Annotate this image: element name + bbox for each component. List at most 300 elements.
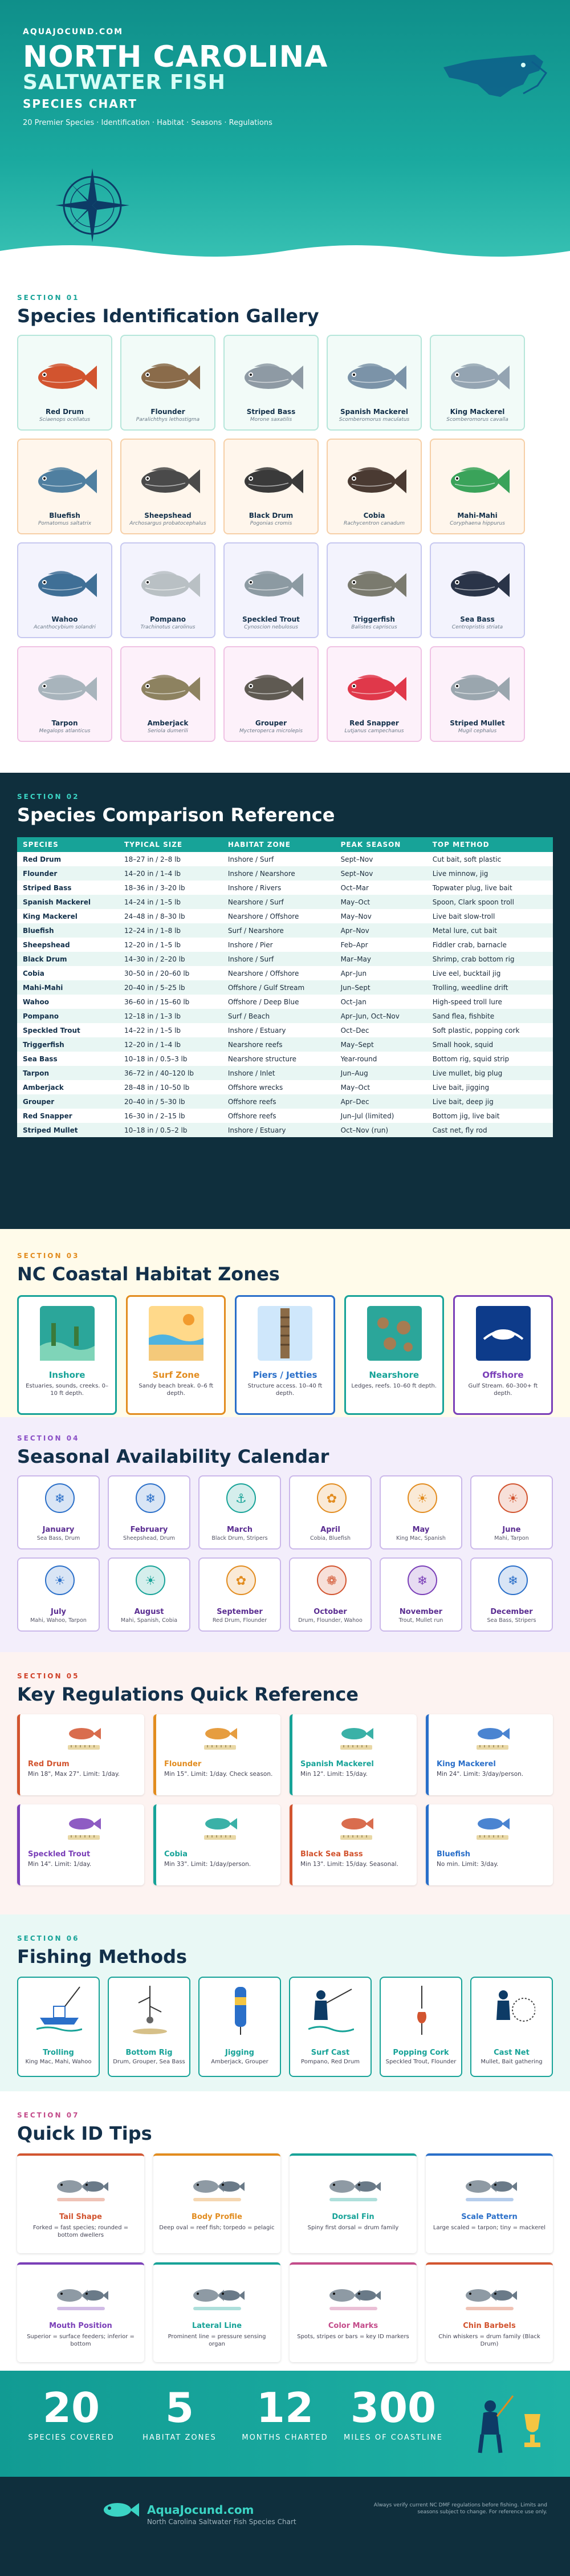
table-cell: May–Nov — [335, 909, 427, 923]
fish-icon — [443, 358, 512, 397]
table-cell: Apr–Nov — [335, 923, 427, 938]
fish-ruler-icon — [474, 1811, 511, 1845]
table-cell: Sept–Nov — [335, 866, 427, 881]
table-cell: Sheepshead — [17, 938, 119, 952]
species-scientific-name: Sciaenops ocellatus — [39, 417, 91, 423]
fish-icon — [340, 358, 409, 397]
fish-icon — [237, 565, 306, 605]
svg-text:❄: ❄ — [417, 1574, 428, 1588]
habitat-name: Nearshore — [369, 1370, 420, 1380]
title-line-2: SALTWATER FISH — [23, 71, 226, 94]
species-scientific-name: Centropristis striata — [451, 624, 503, 630]
species-card[interactable] — [430, 542, 525, 638]
site-name[interactable]: AQUAJOCUND.COM — [23, 27, 124, 36]
method-card[interactable] — [198, 1977, 281, 2077]
svg-text:✿: ✿ — [235, 1574, 247, 1588]
regulation-limits: Min 15". Limit: 1/day. Check season. — [164, 1771, 273, 1778]
fish-ruler-icon — [202, 1721, 238, 1755]
svg-text:❁: ❁ — [326, 1574, 337, 1588]
species-card[interactable] — [430, 646, 525, 742]
species-scientific-name: Seriola dumerili — [148, 728, 188, 734]
tip-description: Spiny first dorsal = drum family — [307, 2225, 399, 2231]
species-card[interactable] — [17, 439, 112, 534]
table-cell: Nearshore structure — [222, 1052, 335, 1066]
method-species: Speckled Trout, Flounder — [385, 2059, 457, 2065]
section-title: Quick ID Tips — [17, 2123, 152, 2144]
table-row — [17, 881, 553, 895]
tip-illustration — [52, 2167, 109, 2209]
svg-text:❄: ❄ — [507, 1574, 519, 1588]
fish-icon — [134, 461, 202, 501]
month-species: Sea Bass, Drum — [36, 1535, 80, 1541]
regulation-species: Red Drum — [28, 1760, 70, 1768]
fish-illustration — [443, 461, 512, 504]
table-cell: Mar–May — [335, 952, 427, 966]
stat-number: 20 — [42, 2384, 100, 2432]
svg-text:⚓: ⚓ — [235, 1492, 247, 1506]
section-label: SECTION 03 — [17, 1252, 80, 1260]
table-row — [17, 1052, 553, 1066]
stat-number: 12 — [256, 2384, 314, 2432]
fish-illustration — [134, 358, 202, 400]
section-label: SECTION 02 — [17, 793, 80, 801]
tip-card[interactable] — [290, 2153, 417, 2253]
table-cell: Nearshore reefs — [222, 1037, 335, 1052]
table-cell: Offshore reefs — [222, 1094, 335, 1109]
fish-icon — [237, 358, 306, 397]
species-card[interactable] — [223, 646, 319, 742]
regulation-species: Bluefish — [437, 1850, 471, 1859]
table-cell: Sea Bass — [17, 1052, 119, 1066]
species-card[interactable] — [327, 335, 422, 431]
month-card[interactable] — [289, 1557, 372, 1632]
species-scientific-name: Megalops atlanticus — [39, 728, 91, 734]
table-cell: 36–72 in / 40–120 lb — [119, 1066, 222, 1080]
month-species: Cobia, Bluefish — [310, 1535, 351, 1541]
species-name: Red Drum — [45, 408, 84, 416]
table-cell: Oct–Mar — [335, 881, 427, 895]
tip-card[interactable] — [17, 2153, 144, 2253]
table-cell: 14–22 in / 1–5 lb — [119, 1023, 222, 1037]
fisherman-trophy-icon — [473, 2394, 547, 2456]
stats-bar — [0, 2371, 570, 2477]
fish-illustration — [340, 461, 409, 504]
table-cell: Inshore / Estuary — [222, 1023, 335, 1037]
section-label: SECTION 06 — [17, 1934, 80, 1942]
table-row — [17, 1023, 553, 1037]
table-row — [17, 1080, 553, 1094]
species-card[interactable] — [430, 335, 525, 431]
species-scientific-name: Trachinotus carolinus — [140, 624, 196, 630]
table-cell: Inshore / Surf — [222, 852, 335, 866]
fish-icon — [31, 565, 99, 605]
tip-card[interactable] — [153, 2153, 280, 2253]
species-card[interactable] — [17, 646, 112, 742]
table-cell: Offshore wrecks — [222, 1080, 335, 1094]
table-header-cell: HABITAT ZONE — [222, 837, 335, 852]
table-cell: Wahoo — [17, 995, 119, 1009]
stat-months — [231, 2383, 339, 2442]
regulations-row — [17, 1804, 553, 1885]
month-card[interactable] — [470, 1557, 553, 1632]
habitat-illustration — [258, 1306, 312, 1363]
method-name: Jigging — [225, 2048, 254, 2057]
tip-title: Color Marks — [328, 2322, 378, 2330]
stat-habitats — [131, 2383, 228, 2442]
table-cell: Live eel, bucktail jig — [427, 966, 553, 980]
month-name: July — [50, 1608, 67, 1616]
table-row — [17, 895, 553, 909]
table-cell: Live minnow, jig — [427, 866, 553, 881]
method-illustration — [218, 1983, 263, 2043]
habitat-name: Inshore — [48, 1370, 85, 1380]
species-scientific-name: Pomatomus saltatrix — [38, 521, 92, 526]
section-label: SECTION 05 — [17, 1672, 80, 1680]
season-icon — [226, 1483, 256, 1515]
tips-row — [17, 2262, 553, 2362]
month-card[interactable] — [198, 1557, 281, 1632]
species-name: Mahi-Mahi — [457, 512, 498, 520]
method-species: Mullet, Bait gathering — [481, 2059, 543, 2065]
table-cell: Sand flea, fishbite — [427, 1009, 553, 1023]
species-scientific-name: Mycteroperca microlepis — [239, 728, 303, 734]
table-cell: Offshore / Deep Blue — [222, 995, 335, 1009]
tip-illustration — [461, 2167, 518, 2209]
fish-icon — [340, 461, 409, 501]
stat-label: MONTHS CHARTED — [242, 2433, 328, 2442]
month-name: June — [502, 1526, 521, 1534]
table-cell: Cobia — [17, 966, 119, 980]
table-cell: Inshore / Surf — [222, 952, 335, 966]
method-illustration — [36, 1983, 82, 2043]
method-card[interactable] — [380, 1977, 462, 2077]
method-card[interactable] — [108, 1977, 190, 2077]
section-comparison — [0, 773, 570, 1229]
tip-illustration — [325, 2167, 382, 2209]
species-name: Striped Bass — [246, 408, 296, 416]
method-illustration — [127, 1983, 173, 2043]
method-species: Amberjack, Grouper — [211, 2059, 268, 2065]
method-name: Surf Cast — [311, 2048, 350, 2057]
fish-illustration — [340, 565, 409, 607]
table-cell: Nearshore / Offshore — [222, 909, 335, 923]
title-line-3: SPECIES CHART — [23, 97, 137, 111]
method-illustration — [490, 1983, 535, 2043]
table-cell: Striped Mullet — [17, 1123, 119, 1137]
species-card[interactable] — [223, 542, 319, 638]
regulation-card[interactable] — [153, 1714, 280, 1795]
species-card[interactable] — [17, 335, 112, 431]
habitat-card[interactable] — [235, 1295, 335, 1415]
regulation-card[interactable] — [290, 1714, 417, 1795]
regulation-limits: No min. Limit: 3/day. — [437, 1861, 499, 1868]
fish-illustration — [340, 358, 409, 400]
regulation-limits: Min 33". Limit: 1/day/person. — [164, 1861, 251, 1868]
fish-illustration — [31, 358, 99, 400]
month-name: February — [130, 1526, 168, 1534]
tip-description: Forked = fast species; rounded = bottom dwellers — [32, 2225, 129, 2238]
table-cell: Triggerfish — [17, 1037, 119, 1052]
method-illustration — [399, 1983, 445, 2043]
tip-illustration — [325, 2276, 382, 2318]
species-card[interactable] — [430, 439, 525, 534]
species-name: Amberjack — [147, 719, 189, 727]
table-cell: Jun–Jul (limited) — [335, 1109, 427, 1123]
tip-illustration — [189, 2167, 246, 2209]
calendar-row — [17, 1557, 553, 1632]
fish-ruler-icon — [66, 1721, 102, 1755]
species-name: Cobia — [363, 512, 385, 520]
fish-icon — [134, 565, 202, 605]
table-row — [17, 1009, 553, 1023]
season-icon — [408, 1565, 437, 1597]
tip-title: Scale Pattern — [461, 2213, 518, 2221]
regulation-card[interactable] — [17, 1804, 144, 1885]
table-cell: 16–30 in / 2–15 lb — [119, 1109, 222, 1123]
month-card[interactable] — [17, 1475, 100, 1549]
fish-illustration — [340, 669, 409, 711]
tip-description: Deep oval = reef fish; torpedo = pelagic — [159, 2225, 275, 2231]
table-cell: Black Drum — [17, 952, 119, 966]
species-card[interactable] — [120, 542, 215, 638]
tip-card[interactable] — [153, 2262, 280, 2362]
fish-illustration — [237, 669, 306, 711]
tip-card[interactable] — [426, 2262, 553, 2362]
species-card[interactable] — [120, 439, 215, 534]
table-cell: 36–60 in / 15–60 lb — [119, 995, 222, 1009]
month-name: April — [320, 1526, 340, 1534]
regulation-card[interactable] — [17, 1714, 144, 1795]
fish-illustration — [31, 565, 99, 607]
table-cell: Apr–Dec — [335, 1094, 427, 1109]
month-card[interactable] — [108, 1475, 190, 1549]
section-label: SECTION 01 — [17, 294, 80, 302]
month-card[interactable] — [470, 1475, 553, 1549]
species-card[interactable] — [120, 646, 215, 742]
month-species: Drum, Flounder, Wahoo — [298, 1617, 363, 1624]
table-cell: Pompano — [17, 1009, 119, 1023]
habitat-illustration — [476, 1306, 531, 1363]
table-cell: Flounder — [17, 866, 119, 881]
species-card[interactable] — [17, 542, 112, 638]
tip-illustration — [189, 2276, 246, 2318]
fish-illustration — [31, 461, 99, 504]
regulation-card[interactable] — [290, 1804, 417, 1885]
method-card[interactable] — [17, 1977, 100, 2077]
season-icon — [408, 1483, 437, 1515]
section-title: Seasonal Availability Calendar — [17, 1446, 329, 1467]
month-name: March — [226, 1526, 253, 1534]
tip-title: Dorsal Fin — [332, 2213, 374, 2221]
species-card[interactable] — [327, 439, 422, 534]
svg-text:❄: ❄ — [54, 1492, 66, 1506]
table-cell: 24–48 in / 8–30 lb — [119, 909, 222, 923]
svg-text:☀: ☀ — [54, 1574, 66, 1588]
table-cell: Topwater plug, live bait — [427, 881, 553, 895]
table-cell: Inshore / Inlet — [222, 1066, 335, 1080]
month-name: May — [412, 1526, 430, 1534]
habitat-description: Ledges, reefs. 10–60 ft depth. — [351, 1383, 437, 1389]
month-card[interactable] — [289, 1475, 372, 1549]
season-icon — [136, 1565, 165, 1597]
season-icon — [226, 1565, 256, 1597]
table-cell: Oct–Jan — [335, 995, 427, 1009]
fish-illustration — [443, 565, 512, 607]
species-card[interactable] — [223, 439, 319, 534]
fish-ruler-icon — [66, 1811, 102, 1845]
species-card[interactable] — [327, 646, 422, 742]
table-cell: Surf / Nearshore — [222, 923, 335, 938]
table-cell: Cast net, fly rod — [427, 1123, 553, 1137]
section-title: Fishing Methods — [17, 1946, 188, 1968]
habitat-description: Structure access. 10–40 ft depth. — [247, 1383, 323, 1397]
species-card[interactable] — [120, 335, 215, 431]
month-card[interactable] — [198, 1475, 281, 1549]
tip-card[interactable] — [17, 2262, 144, 2362]
footer-site-link[interactable]: AquaJocund.com — [147, 2503, 254, 2517]
species-name: Speckled Trout — [242, 615, 300, 623]
regulation-limits: Min 12". Limit: 15/day. — [300, 1771, 368, 1778]
table-row — [17, 966, 553, 980]
tip-description: Large scaled = tarpon; tiny = mackerel — [433, 2225, 546, 2231]
regulation-card[interactable] — [426, 1804, 553, 1885]
species-name: Striped Mullet — [450, 719, 505, 727]
regulation-card[interactable] — [426, 1714, 553, 1795]
table-cell: Live bait, jigging — [427, 1080, 553, 1094]
table-cell: 20–40 in / 5–30 lb — [119, 1094, 222, 1109]
habitat-card[interactable] — [17, 1295, 117, 1415]
month-species: Trout, Mullet run — [398, 1617, 443, 1624]
habitat-card[interactable] — [344, 1295, 444, 1415]
footer-subtitle: North Carolina Saltwater Fish Species Chart — [147, 2518, 296, 2526]
season-icon — [498, 1565, 528, 1597]
regulation-card[interactable] — [153, 1804, 280, 1885]
species-name: Spanish Mackerel — [340, 408, 408, 416]
habitat-name: Piers / Jetties — [253, 1370, 317, 1380]
table-header-cell: PEAK SEASON — [335, 837, 427, 852]
table-header-row — [17, 837, 553, 852]
stat-label: SPECIES COVERED — [28, 2433, 115, 2442]
month-species: Mahi, Tarpon — [494, 1535, 529, 1541]
table-cell: Bottom jig, live bait — [427, 1109, 553, 1123]
method-card[interactable] — [470, 1977, 553, 2077]
tip-card[interactable] — [426, 2153, 553, 2253]
method-species: Pompano, Red Drum — [301, 2059, 360, 2065]
table-cell: Surf / Beach — [222, 1009, 335, 1023]
table-row — [17, 1066, 553, 1080]
season-icon — [498, 1483, 528, 1515]
fish-icon — [237, 669, 306, 709]
table-cell: Soft plastic, popping cork — [427, 1023, 553, 1037]
stat-label: MILES OF COASTLINE — [344, 2433, 443, 2442]
fish-logo-icon — [100, 2498, 140, 2521]
fish-illustration — [134, 565, 202, 607]
section-title: Species Identification Gallery — [17, 305, 319, 327]
svg-text:✿: ✿ — [326, 1492, 337, 1506]
tip-title: Body Profile — [192, 2213, 242, 2221]
habitat-illustration — [40, 1306, 95, 1363]
table-cell: 10–18 in / 0.5–3 lb — [119, 1052, 222, 1066]
fish-icon — [237, 461, 306, 501]
species-name: Sheepshead — [144, 512, 192, 520]
table-cell: Year-round — [335, 1052, 427, 1066]
table-cell: Small hook, squid — [427, 1037, 553, 1052]
month-card[interactable] — [380, 1557, 462, 1632]
fish-illustration — [31, 669, 99, 711]
table-cell: Nearshore / Offshore — [222, 966, 335, 980]
table-cell: 14–20 in / 1–4 lb — [119, 866, 222, 881]
table-cell: Bluefish — [17, 923, 119, 938]
month-species: King Mac, Spanish — [396, 1535, 446, 1541]
section-title: Species Comparison Reference — [17, 804, 335, 826]
table-cell: Grouper — [17, 1094, 119, 1109]
table-cell: Nearshore / Surf — [222, 895, 335, 909]
species-card[interactable] — [327, 542, 422, 638]
table-row — [17, 1037, 553, 1052]
svg-text:☀: ☀ — [145, 1574, 156, 1588]
table-cell: May–Sept — [335, 1037, 427, 1052]
month-card[interactable] — [380, 1475, 462, 1549]
regulations-row — [17, 1714, 553, 1795]
fish-icon — [443, 669, 512, 709]
method-card[interactable] — [289, 1977, 372, 2077]
month-card[interactable] — [17, 1557, 100, 1632]
regulation-species: Black Sea Bass — [300, 1850, 363, 1859]
month-card[interactable] — [108, 1557, 190, 1632]
table-cell: Inshore / Rivers — [222, 881, 335, 895]
season-icon — [317, 1483, 347, 1515]
species-name: Flounder — [150, 408, 185, 416]
table-cell: High-speed troll lure — [427, 995, 553, 1009]
table-header-cell: SPECIES — [17, 837, 119, 852]
table-row — [17, 852, 553, 866]
table-cell: Trolling, weedline drift — [427, 980, 553, 995]
section-habitat — [0, 1229, 570, 1417]
table-cell: Spanish Mackerel — [17, 895, 119, 909]
table-cell: Live bait, deep jig — [427, 1094, 553, 1109]
table-cell: 12–18 in / 1–3 lb — [119, 1009, 222, 1023]
method-name: Bottom Rig — [125, 2048, 173, 2057]
species-scientific-name: Balistes capriscus — [351, 624, 397, 630]
table-cell: Jun–Aug — [335, 1066, 427, 1080]
habitat-card[interactable] — [453, 1295, 553, 1415]
table-cell: King Mackerel — [17, 909, 119, 923]
species-name: King Mackerel — [450, 408, 505, 416]
species-scientific-name: Rachycentron canadum — [343, 521, 405, 526]
fish-ruler-icon — [338, 1721, 374, 1755]
stat-coastline — [336, 2383, 450, 2442]
species-name: Tarpon — [51, 719, 78, 727]
species-scientific-name: Coryphaena hippurus — [450, 521, 505, 526]
table-cell: May–Oct — [335, 1080, 427, 1094]
table-row — [17, 980, 553, 995]
table-cell: 18–36 in / 3–20 lb — [119, 881, 222, 895]
month-species: Mahi, Wahoo, Tarpon — [30, 1617, 87, 1624]
species-name: Black Drum — [249, 512, 294, 520]
month-name: November — [399, 1608, 443, 1616]
tip-card[interactable] — [290, 2262, 417, 2362]
method-name: Popping Cork — [393, 2048, 449, 2057]
regulation-limits: Min 14". Limit: 1/day. — [28, 1861, 92, 1868]
species-name: Wahoo — [51, 615, 78, 623]
species-scientific-name: Archosargus probatocephalus — [129, 521, 206, 526]
species-scientific-name: Mugil cephalus — [458, 728, 497, 734]
table-row — [17, 938, 553, 952]
habitat-card[interactable] — [126, 1295, 226, 1415]
species-name: Triggerfish — [353, 615, 395, 623]
table-cell: Red Snapper — [17, 1109, 119, 1123]
species-card[interactable] — [223, 335, 319, 431]
